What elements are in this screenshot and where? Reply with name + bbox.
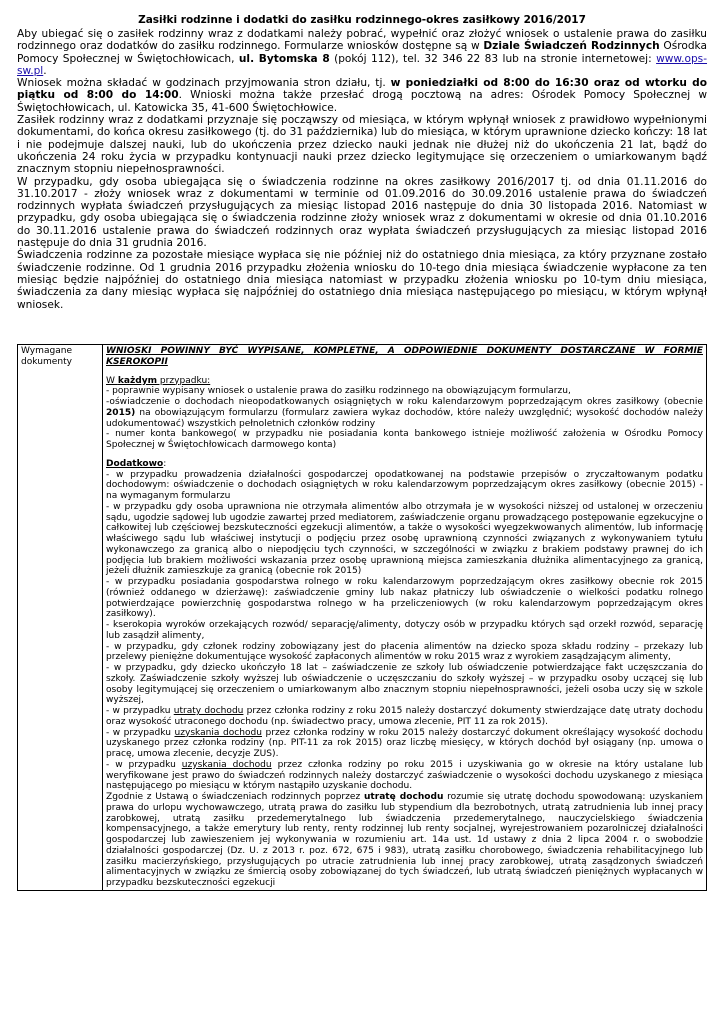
- required-documents-table: [17, 344, 707, 891]
- intro-paragraph-2: Wniosek można składać w godzinach przyjmowania stron działu, tj. w poniedziałki od 8:00 do 16:30 oraz od wtorku do piątku od 8:00 do 14:00. Wnioski można także przesłać drogą pocztową na adres: Ośrodek Pomocy Społecznej w Świętochłowicach, ul. Katowicka 35, 41-600 Świętochłowice.: [17, 77, 708, 114]
- list-item: - w przypadku uzyskania dochodu przez członka rodziny po roku 2015 i uzyskiwania go w okresie na który ustalane lub weryfikowane jest prawo do świadczeń rodzinnych należy dostarczyć zaświadczenie o wysokości dochodu uzyskanego z miesiąca następującego po miesiącu w którym nastąpiło uzyskanie dochodu.: [106, 759, 703, 792]
- list-item: - w przypadku posiadania gospodarstwa rolnego w roku kalendarzowym poprzedzającym okres zasiłkowy obecnie rok 2015 (również oddanego w dzierżawę): zaświadczenie gminy lub nakaz płatniczy lub oświadczenie o wielkości podatku rolnego potwierdzające powierzchnię gospodarstwa rolnego w ha przeliczeniowych (w roku kalendarzowym poprzedzającym okres zasiłkowy).: [106, 577, 703, 620]
- intro-text: [17, 28, 707, 311]
- list-item: - w przypadku utraty dochodu przez członka rodziny z roku 2015 należy dostarczyć dokumenty stwierdzające datę utraty dochodu oraz wysokość utraconego dochodu (np. świadectwo pracy, umowa zlecenie, PIT 11 za rok 2015).: [106, 706, 703, 727]
- intro-paragraph-5: Świadczenia rodzinne za pozostałe miesiące wypłaca się nie później niż do ostatniego dnia miesiąca, za który przyznane zostało świadczenie rodzinne. Od 1 grudnia 2016 przypadku złożenia wniosku do 10-tego dnia miesiąca świadczenie wypłacone za ten miesiąc będzie najpóźniej do ostatniego dnia miesiąca natomiast w przypadku złożenia wniosku po 10-tym dniu miesiąca, świadczenia za dany miesiąc wypłaca się najpóźniej do ostatniego dnia miesiąca następującego po miesiącu, w którym wpłynął wniosek.: [17, 249, 707, 311]
- additional-section: Dodatkowo: - w przypadku prowadzenia działalności gospodarczej opodatkowanej na podstawie przepisów o zryczałtowanym podatku dochodowym: oświadczenie o dochodach osiągniętych w roku kalendarzowym poprzedzającym okres zasiłkowy (obecnie 2015) - na wymaganym formularzu - w przypadku gdy osoba uprawniona nie otrzymała alimentów albo otrzymała je w wysokości niższej od ustalonej w orzeczeniu sądu, ugodzie sądowej lub ugodzie zawartej przed mediatorem, zaświadczenie organu prowadzącego postępowanie egzekucyjne o całkowitej lub częściowej bezskuteczności egzekucji alimentów, a także o wysokości wyegzekwowanych alimentów, lub informację właściwego sądu lub właściwej instytucji o podjęciu przez osobę uprawnioną czynności związanych z wykonywaniem tytułu wykonawczego za granicą albo o niepodjęciu tych czynności, w szczególności w związku z brakiem podstawy prawnej do ich podjęcia lub brakiem możliwości wskazania przez osobę uprawnioną miejsca zamieszkania dłużnika alimentacyjnego za granicą, jeżeli dłużnik zamieszkuje za granicą (obecnie rok 2015) - w przypadku posiadania gospodarstwa rolnego w roku kalendarzowym poprzedzającym okres zasiłkowy obecnie rok 2015 (również oddanego w dzierżawę): zaświadczenie gminy lub nakaz płatniczy lub oświadczenie o wielkości podatku rolnego potwierdzające powierzchnię gospodarstwa rolnego w ha przeliczeniowych (w roku kalendarzowym poprzedzającym okres zasiłkowy). - kserokopia wyroków orzekających rozwód/ separację/alimenty, dotyczy osób w przypadku których sąd orzekł rozwód, separację lub zasądził alimenty, - w przypadku, gdy członek rodziny zobowiązany jest do płacenia alimentów na dziecko spoza składu rodziny – przekazy lub przelewy pieniężne dokumentujące wysokość zapłaconych alimentów w roku 2015 wraz z wyrokiem zasądzającym alimenty, - w przypadku, gdy dziecko ukończyło 18 lat – zaświadczenie ze szkoły lub oświadczenie potwierdzające fakt uczęszczania do szkoły. Zaświadczenie szkoły wyższej lub oświadczenie o uczęszczaniu do szkoły wyższej – w przypadku osoby uczącej się lub osoby legitymującej się orzeczeniem o umiarkowanym albo znacznym stopniu niepełnosprawności, jeżeli osoba uczy się w szkole wyższej, - w przypadku utraty dochodu przez członka rodziny z roku 2015 należy dostarczyć dokumenty stwierdzające datę utraty dochodu oraz wysokość utraconego dochodu (np. świadectwo pracy, umowa zlecenie, PIT 11 za rok 2015). - w przypadku uzyskania dochodu przez członka rodziny w roku 2015 należy dostarczyć dokument określający wysokość dochodu uzyskanego przez członka rodziny (np. PIT-11 za rok 2015) oraz liczbę miesięcy, w których dochód był osiągany (np. umowa o pracę, umowa zlecenie, decyzje ZUS). - w przypadku uzyskania dochodu przez członka rodziny po roku 2015 i uzyskiwania go w okresie na który ustalane lub weryfikowane jest prawo do świadczeń rodzinnych należy dostarczyć zaświadczenie o wysokości dochodu uzyskanego z miesiąca następującego po miesiącu w którym nastąpiło uzyskanie dochodu. Zgodnie z Ustawą o świadczeniach rodzinnych poprzez utratę dochodu rozumie się utratę dochodu spowodowaną: uzyskaniem prawa do urlopu wychowawczego, utratą prawa do zasiłku lub stypendium dla bezrobotnych, utratą zatrudnienia lub innej pracy zarobkowej, utratą zasiłku przedemerytalnego lub świadczenia przedemerytalnego, nauczycielskiego świadczenia kompensacyjnego, a także emerytury lub renty, renty rodzinnej lub renty socjalnej, wyrejestrowaniem pozarolniczej działalności gospodarczej lub zawieszeniem jej wykonywania w rozumieniu art. 14a ust. 1d ustawy z dnia 2 lipca 2004 r. o swobodzie działalności gospodarczej (Dz. U. z 2013 r. poz. 672, 675 i 983), utratą zasiłku chorobowego, świadczenia rehabilitacyjnego lub zasiłku macierzyńskiego, przysługujących po utracie zatrudnienia lub innej pracy zarobkowej, utratą zasądzonych świadczeń alimentacyjnych w związku ze śmiercią osoby zobowiązanej do tych świadczeń, lub utratą świadczeń pieniężnych wypłacanych w przypadku bezskuteczności egzekucji: [106, 458, 703, 888]
- row-content: [103, 345, 707, 891]
- table-row: [18, 345, 707, 891]
- list-item: - w przypadku gdy osoba uprawniona nie otrzymała alimentów albo otrzymała je w wysokości niższej od ustalonej w orzeczeniu sądu, ugodzie sądowej lub ugodzie zawartej przed mediatorem, zaświadczenie organu prowadzącego postępowanie egzekucyjne o całkowitej lub częściowej bezskuteczności egzekucji alimentów, a także o wysokości wyegzekwowanych alimentów, lub informację właściwego sądu lub właściwej instytucji o podjęciu przez osobę uprawnioną czynności związanych z wykonywaniem tytułu wykonawczego za granicą albo o niepodjęciu tych czynności, w szczególności w związku z brakiem podstawy prawnej do ich podjęcia lub brakiem możliwości wskazania przez osobę uprawnioną miejsca zamieszkania dłużnika alimentacyjnego za granicą, jeżeli dłużnik zamieszkuje za granicą (obecnie rok 2015): [106, 501, 703, 577]
- intro-paragraph-1: Aby ubiegać się o zasiłek rodzinny wraz z dodatkami należy pobrać, wypełnić oraz złożyć wniosek o ustalenie prawa do zasiłku rodzinnego oraz dodatków do zasiłku rodzinnego. Formularze wniosków dostępne są w Dziale Świadczeń Rodzinnych Ośrodka Pomocy Społecznej w Świętochłowicach, ul. Bytomska 8 (pokój 112), tel. 32 346 22 83 lub na stronie internetowej: www.ops-sw.pl.: [17, 28, 708, 77]
- list-item: - kserokopia wyroków orzekających rozwód/ separację/alimenty, dotyczy osób w przypadku których sąd orzekł rozwód, separację lub zasądził alimenty,: [106, 620, 703, 641]
- table-header-note: WNIOSKI POWINNY BYĆ WYPISANE, KOMPLETNE, A ODPOWIEDNIE DOKUMENTY DOSTARCZANE W FORMIE KSEROKOPII: [106, 346, 703, 367]
- website-link[interactable]: www.ops-sw.pl: [17, 52, 708, 77]
- list-item: -oświadczenie o dochodach nieopodatkowanych osiągniętych w roku kalendarzowym poprzedzającym okres zasiłkowy (obecnie 2015) na obowiązującym formularzu (formularz zawiera wykaz dochodów, które należy uwzględnić; wysokość dochodów należy udokumentować) wszystkich pełnoletnich członków rodziny: [106, 397, 703, 429]
- list-item: - w przypadku, gdy członek rodziny zobowiązany jest do płacenia alimentów na dziecko spoza składu rodziny – przekazy lub przelewy pieniężne dokumentujące wysokość zapłaconych alimentów w roku 2015 wraz z wyrokiem zasądzającym alimenty,: [106, 641, 703, 663]
- intro-paragraph-4: W przypadku, gdy osoba ubiegająca się o świadczenia rodzinne na okres zasiłkowy 2016/2017 tj. od dnia 01.11.2016 do 31.10.2017 - złoży wniosek wraz z dokumentami w terminie od 01.09.2016 do 30.09.2016 ustalenie prawa do świadczeń rodzinnych wypłata świadczeń przysługujących za miesiąc listopad 2016 następuje do dnia 30 listopada 2016. Natomiast w przypadku, gdy osoba ubiegająca się o świadczenia rodzinne złoży wniosek wraz z dokumentami w okresie od dnia 01.10.2016 do 30.11.2016 ustalenie prawa do świadczeń rodzinnych oraz wypłata świadczeń przysługujących za miesiąc listopad 2016 następuje do dnia 31 grudnia 2016.: [17, 175, 707, 250]
- list-item: Zgodnie z Ustawą o świadczeniach rodzinnych poprzez utratę dochodu rozumie się utratę dochodu spowodowaną: uzyskaniem prawa do urlopu wychowawczego, utratą prawa do zasiłku lub stypendium dla bezrobotnych, utratą zatrudnienia lub innej pracy zarobkowej, utratą zasiłku przedemerytalnego lub świadczenia przedemerytalnego, nauczycielskiego świadczenia kompensacyjnego, a także emerytury lub renty, renty rodzinnej lub renty socjalnej, wyrejestrowaniem pozarolniczej działalności gospodarczej lub zawieszeniem jej wykonywania w rozumieniu art. 14a ust. 1d ustawy z dnia 2 lipca 2004 r. o swobodzie działalności gospodarczej (Dz. U. z 2013 r. poz. 672, 675 i 983), utratą zasiłku chorobowego, świadczenia rehabilitacyjnego lub zasiłku macierzyńskiego, przysługujących po utracie zatrudnienia lub innej pracy zarobkowej, utratą zasądzonych świadczeń alimentacyjnych w związku ze śmiercią osoby zobowiązanej do tych świadczeń, lub utratą świadczeń pieniężnych wypłacanych w przypadku bezskuteczności egzekucji: [106, 792, 703, 888]
- list-item: - w przypadku, gdy dziecko ukończyło 18 lat – zaświadczenie ze szkoły lub oświadczenie potwierdzające fakt uczęszczania do szkoły. Zaświadczenie szkoły wyższej lub oświadczenie o uczęszczaniu do szkoły wyższej – w przypadku osoby uczącej się lub osoby legitymującej się orzeczeniem o umiarkowanym albo znacznym stopniu niepełnosprawności, jeżeli osoba uczy się w szkole wyższej,: [106, 663, 703, 706]
- list-item: - w przypadku uzyskania dochodu przez członka rodziny w roku 2015 należy dostarczyć dokument określający wysokość dochodu uzyskanego przez członka rodziny (np. PIT-11 za rok 2015) oraz liczbę miesięcy, w których dochód był osiągany (np. umowa o pracę, umowa zlecenie, decyzje ZUS).: [106, 727, 703, 759]
- list-item: - numer konta bankowego( w przypadku nie posiadania konta bankowego istnieje możliwość założenia w Ośrodku Pomocy Społecznej w Świętochłowicach darmowego konta): [106, 429, 703, 450]
- document-title: Zasiłki rodzinne i dodatki do zasiłku rodzinnego-okres zasiłkowy 2016/2017: [138, 14, 586, 26]
- row-label: Wymagane dokumenty: [18, 345, 103, 891]
- each-case-section: W każdym przypadku: - poprawnie wypisany wniosek o ustalenie prawa do zasiłku rodzinnego na obowiązującym formularzu, -oświadczenie o dochodach nieopodatkowanych osiągniętych w roku kalendarzowym poprzedzającym okres zasiłkowy (obecnie 2015) na obowiązującym formularzu (formularz zawiera wykaz dochodów, które należy uwzględnić; wysokość dochodów należy udokumentować) wszystkich pełnoletnich członków rodziny - numer konta bankowego( w przypadku nie posiadania konta bankowego istnieje możliwość założenia w Ośrodku Pomocy Społecznej w Świętochłowicach darmowego konta): [106, 375, 703, 450]
- list-item: - poprawnie wypisany wniosek o ustalenie prawa do zasiłku rodzinnego na obowiązującym formularzu,: [106, 386, 571, 397]
- document-page: [17, 14, 707, 311]
- intro-paragraph-3: Zasiłek rodzinny wraz z dodatkami przyznaje się począwszy od miesiąca, w którym wpłynął wniosek z prawidłowo wypełnionymi dokumentami, do końca okresu zasiłkowego (tj. do 31 października) lub do miesiąca, w którym uprawnione dziecko kończy: 18 lat i nie podejmuje dalszej nauki, lub do ukończenia przez dziecko nauki jednak nie dłużej niż do ukończenia 21 lat, bądź do ukończenia 24 roku życia w przypadku kontynuacji nauki przez dziecko legitymujące się orzeczeniem o umiarkowanym bądź znacznym stopniu niepełnosprawności.: [17, 114, 707, 176]
- list-item: - w przypadku prowadzenia działalności gospodarczej opodatkowanej na podstawie przepisów o zryczałtowanym podatku dochodowym: oświadczenie o dochodach osiągniętych w roku kalendarzowym poprzedzającym okres zasiłkowy (obecnie 2015) - na wymaganym formularzu: [106, 469, 703, 501]
